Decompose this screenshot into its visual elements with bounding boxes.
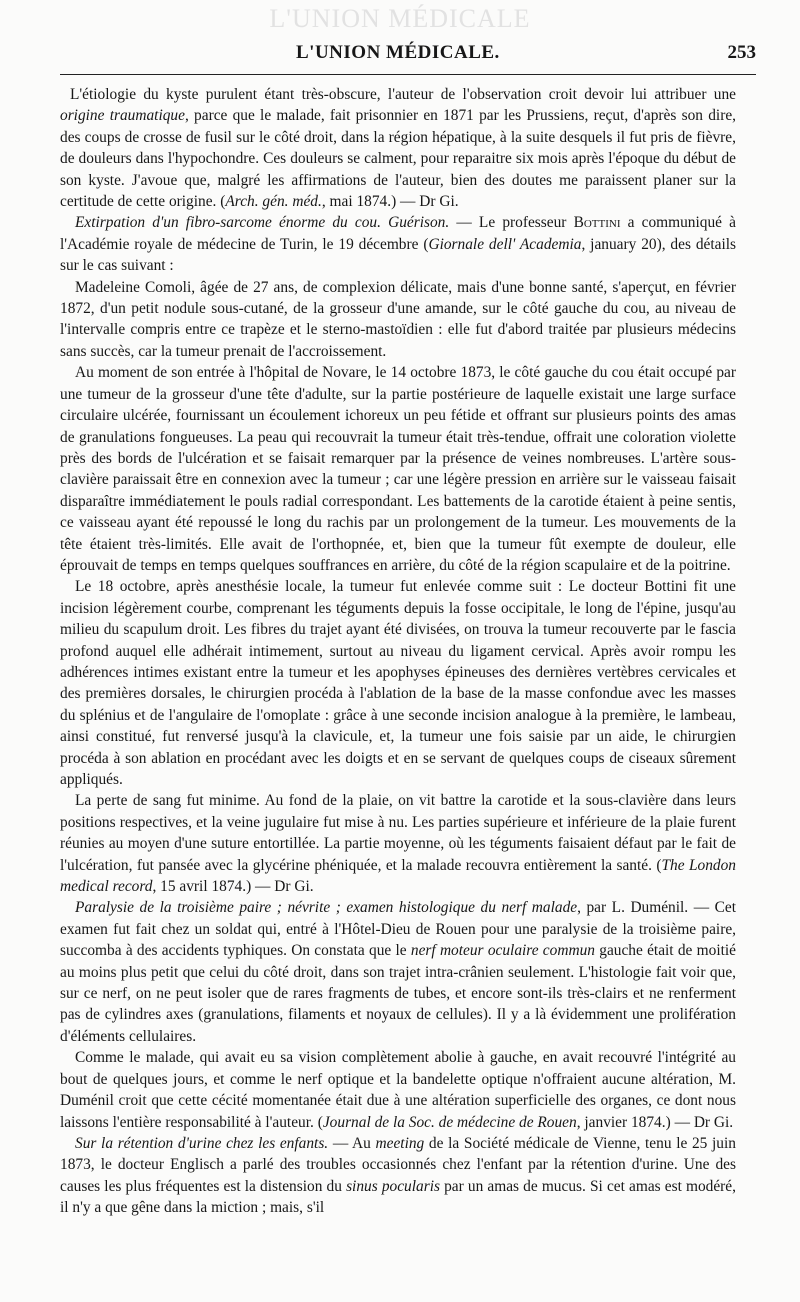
article-title: Paralysie de la troisième paire ; névrite ; examen histologique du nerf malade (75, 899, 578, 917)
italic-run: sinus pocularis (346, 1177, 440, 1195)
text-run: gauche était de moitié au moins plus petit que celui du côté droit, dans son trajet intra-crânien seulement. L'histologie fait voir que, sur ce nerf, on ne peut isoler que de rares fragments de tubes, et encore sont-ils très-clairs et ne renferment pas de cylindres axes (granulations, filaments et noyaux de cellules). Il y a là évidemment une prolifération d'éléments cellulaires. (60, 942, 736, 1045)
text-run: Comme le malade, qui avait eu sa vision complètement abolie à gauche, en avait recouvré l'intégrité au bout de quelques jours, et comme le nerf optique et la bandelette optique n'offraient aucune altération, M. Duménil croit que cette cécité momentanée était due à une altération superficielle des organes, ce dont nous laissons l'entière responsabilité à l'auteur. ( (60, 1049, 736, 1131)
text-run: a communiqué à l'Académie royale de médecine de Turin, le 19 décembre ( (60, 214, 736, 253)
running-title: L'UNION MÉDICALE. (296, 42, 500, 63)
text-run: — Le professeur (449, 214, 574, 232)
citation-source: The London medical record (60, 856, 736, 896)
citation-source: Giornale dell' Academia (428, 235, 582, 253)
article-body (60, 84, 736, 1219)
text-run: , par L. Duménil. — Cet examen fut fait chez un soldat qui, entré à l'Hôtel-Dieu de Rouen pour une paralysie de la troisième paire, succomba à des accidents typhiques. On constata que le (60, 899, 736, 960)
text-run: L'étiologie du kyste purulent étant très-obscure, l'auteur de l'observation croit devoir lui attribuer une (70, 86, 736, 103)
italic-run: origine traumatique (60, 107, 185, 125)
page-number: 253 (727, 42, 756, 63)
paragraph-comoli: Madeleine Comoli, âgée de 27 ans, de complexion délicate, mais d'une bonne santé, s'aperçut, en février 1872, d'un petit nodule sous-cutané, de la grosseur d'une amande, sur le côté gauche du cou, au niveau de l'intervalle compris entre ce trapèze et le sterno-mastoïdien : elle fut d'abord traitée par plusieurs médecins sans succès, car la tumeur prenait de l'accroissement. (60, 278, 736, 360)
italic-run: nerf moteur oculaire commun (410, 942, 595, 960)
paragraph-kyste-etiology (60, 84, 736, 212)
text-run: , mai 1874.) — Dr Gi. (321, 193, 459, 211)
bleed-through-text: L'UNION MÉDICALE (269, 4, 531, 33)
author-name: Bottini (573, 214, 621, 232)
text-run: par un amas de mucus. Si cet amas est modéré, il n'y a que gêne dans la miction ; mais, s'il (60, 1177, 736, 1217)
text-run: — Au (328, 1134, 376, 1152)
paragraph-novare: Au moment de son entrée à l'hôpital de Novare, le 14 octobre 1873, le côté gauche du cou était occupé par une tumeur de la grosseur d'une tête d'adulte, sur la partie postérieure de laquelle existait une large surface circulaire ulcérée, fournissant un écoulement ichoreux un peu fétide et offrant sur plusieurs points des amas de granulations fongueuses. La peau qui recouvrait la tumeur était très-tendue, offrait une coloration violette près des bords de l'ulcération et se faisait remarquer par la présence de veines nombreuses. L'artère sous-clavière paraissait être en connexion avec la tumeur ; car une légère pression en arrière sur le vaisseau faisait disparaître immédiatement le pouls radial correspondant. Les battements de la carotide étaient à peine sentis, ce vaisseau ayant été repoussé le long du rachis par un prolongement de la tumeur. Les mouvements de la tête étaient très-limités. Elle avait de l'orthopnée, et, bien que la tumeur fût exempte de douleur, elle éprouvait de temps en temps quelques souffrances en arrière, du côté de la région scapulaire et de la poitrine. (60, 364, 736, 574)
text-run: , janvier 1874.) — Dr Gi. (576, 1113, 734, 1131)
paragraph-operation: Le 18 octobre, après anesthésie locale, la tumeur fut enlevée comme suit : Le docteur Bottini fit une incision légèrement courbe, comprenant les téguments depuis la fosse occipitale, le long de l'épine, jusqu'au milieu du scapulum droit. Les fibres du trajet ayant été divisées, on trouva la tumeur recouverte par le fascia profond auquel elle adhérait intimement, surtout au niveau du ligament cervical. Après avoir rompu les adhérences intimes existant entre la tumeur et les apophyses épineuses des dernières vertèbres cervicales et des premières dorsales, le chirurgien procéda à l'ablation de la base de la masse confondue avec les masses du splénius et de l'angulaire de l'omoplate : grâce à une seconde incision analogue à la première, le lambeau, ainsi constitué, fut renversé jusqu'à la clavicule, et, la tumeur une fois saisie par un aide, le chirurgien procéda à son ablation en procédant avec les doigts et en se servant de quelques coups de ciseaux sûrement appliqués. (60, 578, 736, 788)
page-header (60, 42, 756, 72)
citation-source: Arch. gén. méd. (225, 193, 322, 211)
paragraph-dumenil (60, 1047, 736, 1133)
text-run: La perte de sang fut minime. Au fond de la plaie, on vit battre la carotide et la sous-clavière dans leurs positions respectives, et la veine jugulaire fut mise à nu. Les parties supérieure et inférieure de la plaie furent réunies au moyen d'une suture entortillée. La partie moyenne, où les téguments faisaient défaut par le fait de l'ulcération, fut pansée avec la glycérine phéniquée, et la malade recouvra entièrement la santé. ( (60, 792, 736, 874)
article-title: Extirpation d'un fibro-sarcome énorme du cou. Guérison. (75, 214, 450, 232)
citation-source: Journal de la Soc. de médecine de Rouen (322, 1113, 577, 1131)
article-title: Sur la rétention d'urine chez les enfants. (75, 1134, 329, 1152)
italic-run: meeting (375, 1134, 425, 1152)
text-run: , parce que le malade, fait prisonnier en 1871 par les Prussiens, reçut, d'après son dire, des coups de crosse de fusil sur le côté droit, dans la région hépatique, à la suite desquels il fut pris de fièvre, de douleurs dans l'hypochondre. Ces douleurs se calment, pour reparaitre six mois après l'époque du début de son kyste. J'avoue que, malgré les affirmations de l'auteur, bien des doutes me paraissent planer sur la certitude de cette origine. ( (60, 107, 736, 211)
paragraph-retention (60, 1133, 736, 1219)
paragraph-paralysie (60, 897, 736, 1047)
header-rule (60, 74, 756, 75)
text-run: , january 20), des détails sur le cas suivant : (60, 235, 737, 275)
text-run: , 15 avril 1874.) — Dr Gi. (152, 878, 314, 896)
text-run: de la Société médicale de Vienne, tenu le 25 juin 1873, le docteur Englisch a parlé des troubles occasionnés chez l'enfant par la rétention d'urine. Une des causes les plus fréquentes est la distension du (60, 1134, 736, 1195)
paragraph-extirpation-heading (60, 212, 736, 276)
paragraph-outcome (60, 790, 736, 897)
